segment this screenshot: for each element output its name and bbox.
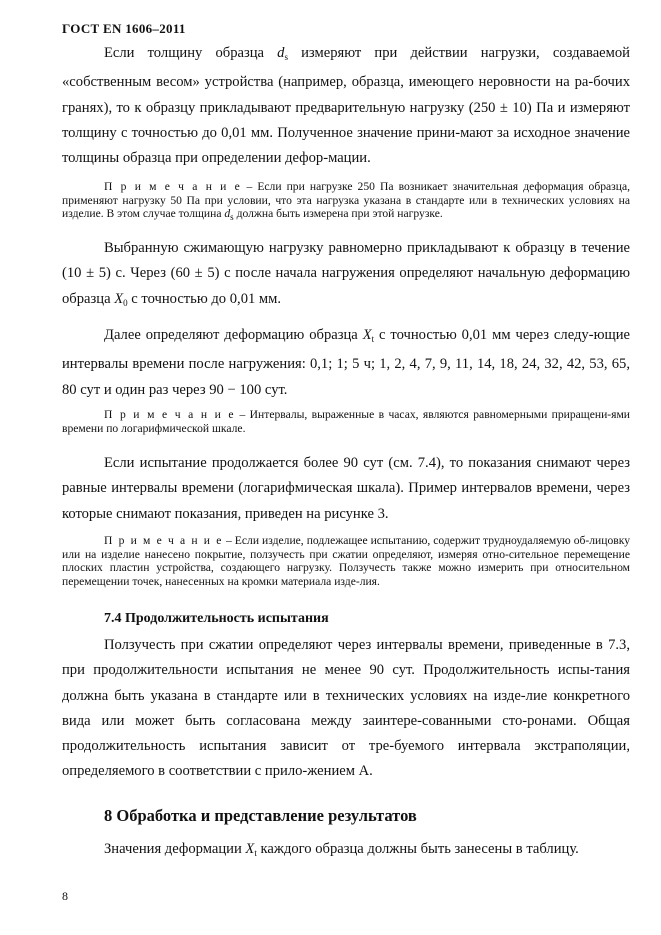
note-facing: П р и м е ч а н и е – Если изделие, подлежащее испытанию, содержит трудноудаляемую об-лицовку или на изделие нанесено покрытие, ползучесть при сжатии определяют, измеряя отно-сительное перемещение плоских пластин устройства, создающего нагрузку. Ползучесть также можно измерить при относительном перемещении точек, нанесенных на кромки материала изде-лия.: [62, 534, 630, 588]
page-number: 8: [62, 889, 68, 903]
note-label: П р и м е ч а н и е: [104, 408, 236, 421]
paragraph-preload: Если толщину образца $d_s$ измеряют при действии нагрузки, создаваемой «собственным весом» устройства (например, образца, имеющего неровности на ра-бочих гранях), то к образцу прикладывают предварительную нагрузку (250 ± 10) Па и измеряют толщину с точностью до 0,01 мм. Полученное значение прини-мают за исходное значение толщины образца при определении дефор-мации.: [62, 45, 630, 167]
section-heading-7-4: 7.4 Продолжительность испытания: [104, 611, 329, 626]
paragraph-results: Значения деформации $X_t$ каждого образца должны быть занесены в таблицу.: [104, 841, 579, 858]
document-header: ГОСТ EN 1606–2011: [62, 21, 186, 36]
note-label: П р и м е ч а н и е: [104, 534, 223, 547]
note-label: П р и м е ч а н и е: [104, 180, 242, 193]
paragraph-initial-deformation: Выбранную сжимающую нагрузку равномерно прикладывают к образцу в течение (10 ± 5) с. Через (60 ± 5) с после начала нагружения определяют начальную деформацию образца $X_0$ с точностью до 0,01 мм.: [62, 240, 630, 308]
paragraph-intervals: Далее определяют деформацию образца $X_t$ с точностью 0,01 мм через следу-ющие интервалы времени после нагружения: 0,1; 1; 5 ч; 1, 2, 4, 7, 9, 11, 14, 18, 24, 32, 42, 53, 65, 80 сут и один раз через 90 − 100 сут.: [62, 327, 630, 398]
section-heading-8: 8 Обработка и представление результатов: [104, 806, 417, 825]
note-intervals: П р и м е ч а н и е – Интервалы, выраженные в часах, являются равномерными приращени-ями времени по логарифмической шкале.: [62, 408, 631, 435]
paragraph-readings: Если испытание продолжается более 90 сут (см. 7.4), то показания снимают через равные интервалы времени (логарифмическая шкала). Пример интервалов времени, через которые снимают показания, приведен на рисунке 3.: [62, 455, 630, 522]
paragraph-duration: Ползучесть при сжатии определяют через интервалы времени, приведенные в 7.3, при продолжительности испытания не менее 90 сут. Продолжительность испы-тания должна быть указана в стандарте или в технических условиях на изде-лие конкретного вида или может быть согласована между заинтере-сованными сто-ронами. Общая продолжительность испытания зависит от тре-буемого интервала экстраполяции, определяемого в соответствии с прило-жением А.: [62, 637, 630, 780]
note-load: П р и м е ч а н и е – Если при нагрузке 250 Па возникает значительная деформация образца, применяют нагрузку 50 Па при условии, что эта нагрузка указана в стандарте или в технических условиях на изделие. В этом случае толщина $d_s$ должна быть измерена при этой нагрузке.: [62, 180, 630, 223]
